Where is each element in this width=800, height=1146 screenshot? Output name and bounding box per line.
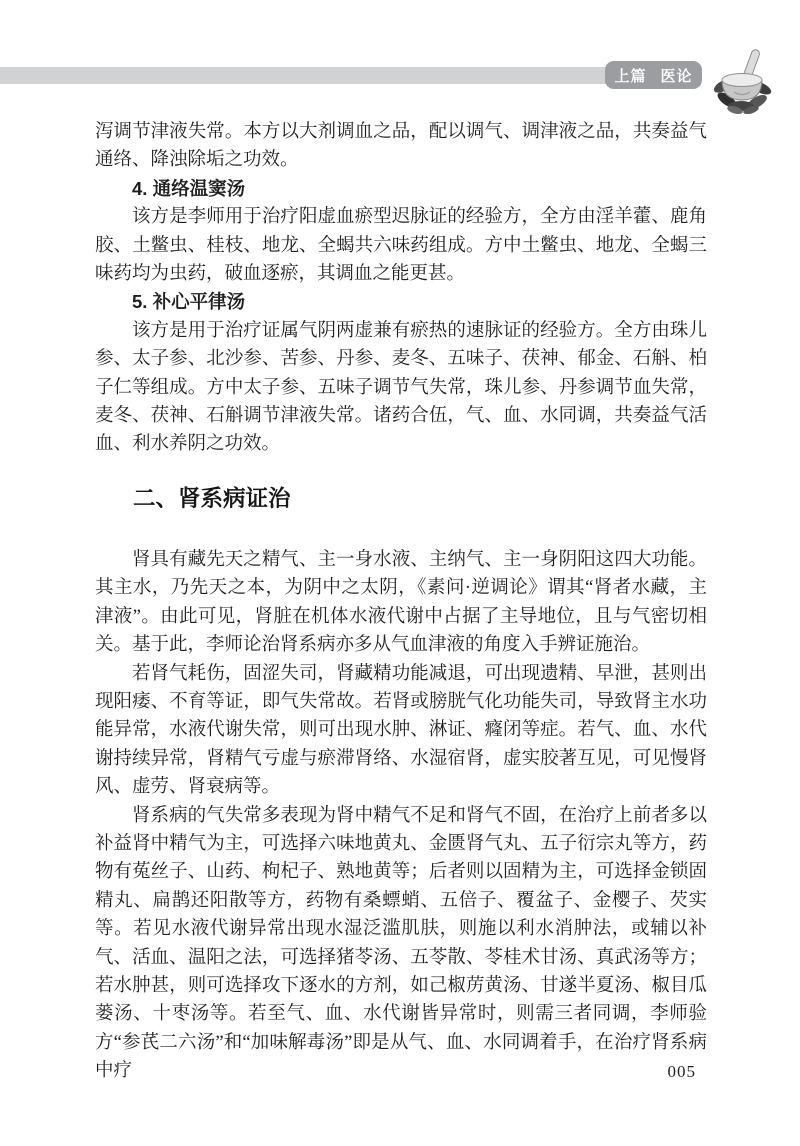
header-section-label: 上篇 xyxy=(614,67,647,85)
mortar-pestle-icon xyxy=(711,48,773,114)
subheading-formula-5: 5. 补心平律汤 xyxy=(132,291,246,313)
header-bar xyxy=(0,67,700,84)
paragraph-formula-4: 该方是李师用于治疗阳虚血瘀型迟脉证的经验方，全方由淫羊藿、鹿角胶、土鳖虫、桂枝、地龙、全蝎共六味药组成。方中土鳖虫、地龙、全蝎三味药均为虫药，破血逐瘀，其调血之能更甚。 xyxy=(95,207,707,285)
paragraph-kidney-pathology: 若肾气耗伤，固涩失司，肾藏精功能减退，可出现遗精、早泄，甚则出现阳痿、不育等证，即气失常故。若肾或膀胱气化功能失司，导致肾主水功能异常，水液代谢失常，则可出现水肿、淋证、癃闭等症。若气、血、水代谢持续异常，肾精气亏虚与瘀滞肾络、水湿宿肾，虚实胶著互见，可见慢肾风、虚劳、肾衰病等。 xyxy=(95,663,707,798)
paragraph-kidney-functions: 肾具有藏先天之精气、主一身水液、主纳气、主一身阴阳这四大功能。其主水，乃先天之本，为阴中之太阴，《素问·逆调论》谓其“肾者水藏，主津液”。由此可见，肾脏在机体水液代谢中占据了主导地位，且与气密切相关。基于此，李师论治肾系病亦多从气血津液的角度入手辨证施治。 xyxy=(95,549,707,656)
section-heading: 二、肾系病证治 xyxy=(133,485,291,511)
page-content xyxy=(95,118,707,1086)
page-number: 005 xyxy=(667,1062,696,1081)
mortar-pestle-image xyxy=(711,48,773,114)
paragraph-formula-5: 该方是用于治疗证属气阴两虚兼有瘀热的速脉证的经验方。全方由珠儿参、太子参、北沙参、苦参、丹参、麦冬、五味子、茯神、郁金、石斛、柏子仁等组成。方中太子参、五味子调节气失常，珠儿参、丹参调节血失常，麦冬、茯神、石斛调节津液失常。诸药合伍，气、血、水同调，共奏益气活血、利水养阴之功效。 xyxy=(95,320,707,455)
paragraph-kidney-treatment: 肾系病的气失常多表现为肾中精气不足和肾气不固，在治疗上前者多以补益肾中精气为主，可选择六味地黄丸、金匮肾气丸、五子衍宗丸等方，药物有菟丝子、山药、枸杞子、熟地黄等；后者则以固精为主，可选择金锁固精丸、扁鹊还阳散等方，药物有桑螵蛸、五倍子、覆盆子、金樱子、芡实等。若见水液代谢异常出现水湿泛滥肌肤，则施以利水消肿法，或辅以补气、活血、温阳之法，可选择猪苓汤、五苓散、苓桂术甘汤、真武汤等方；若水肿甚，则可选择攻下逐水的方剂，如己椒苈黄汤、甘遂半夏汤、椒目瓜蒌汤、十枣汤等。若至气、血、水代谢皆异常时，则需三者同调，李师验方“参芪二六汤”和“加味解毒汤”即是从气、血、水同调着手，在治疗肾系病中疗 xyxy=(95,805,707,1082)
paragraph-continuation: 泻调节津液失常。本方以大剂调血之品，配以调气、调津液之品，共奏益气通络、降浊除垢之功效。 xyxy=(95,122,707,171)
subheading-formula-4: 4. 通络温窦汤 xyxy=(132,177,246,199)
header-chapter-label: 医论 xyxy=(660,67,693,85)
header-badge xyxy=(605,61,702,89)
